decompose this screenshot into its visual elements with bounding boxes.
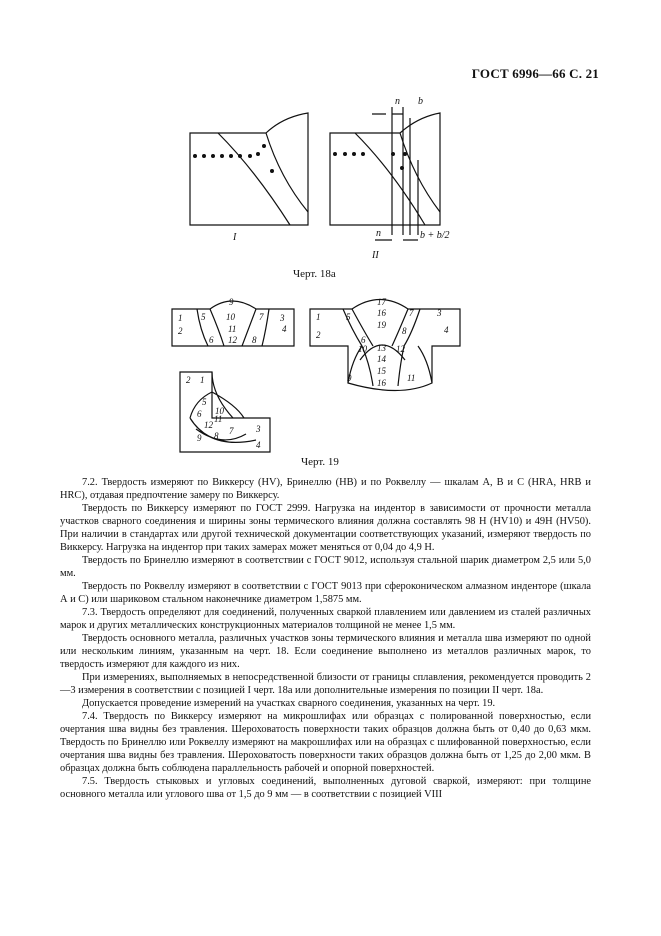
weld-label: 6 <box>361 335 366 345</box>
part-label-i: I <box>233 232 237 243</box>
weld-label: 9 <box>347 373 352 383</box>
weld-label: 10 <box>215 406 224 416</box>
weld-label: 12 <box>228 335 237 345</box>
paragraph: 7.3. Твердость определяют для соединений, полученных сваркой плавлением или давлением из сталей различных марок и других металлических конструкционных материалов толщиной не менее 1,5 мм. <box>60 607 591 631</box>
paragraph: Допускается проведение измерений на участках сварного соединения, указанных на черт. 19. <box>82 698 496 709</box>
fig19-labels <box>178 297 449 450</box>
fig18a-part-ii-outline <box>330 113 440 225</box>
fig18a-dimension-lines <box>372 107 418 240</box>
weld-label: 3 <box>256 424 261 434</box>
weld-label: 5 <box>202 397 207 407</box>
weld-label: 9 <box>229 297 234 307</box>
fig19-butt-double-weld-lines <box>343 309 432 386</box>
weld-label: 17 <box>377 297 386 307</box>
weld-label: 8 <box>214 431 219 441</box>
weld-label: 7 <box>259 312 264 322</box>
weld-label: 3 <box>437 308 442 318</box>
weld-label: 12 <box>396 344 405 354</box>
paragraph: 7.2. Твердость измеряют по Виккерсу (HV), Бринеллю (HB) и по Роквеллу — шкалам A, B и C (HRA, HRB и HRC), отдавая предпочтение замеру по Виккерсу. <box>60 477 591 501</box>
body-text <box>60 476 591 801</box>
weld-label: 2 <box>178 326 183 336</box>
weld-label: 7 <box>229 426 234 436</box>
dimension-label-b-bottom: b + b/2 <box>420 230 450 241</box>
weld-label: 10 <box>358 344 367 354</box>
figure-19-caption: Черт. 19 <box>301 456 339 468</box>
paragraph: 7.5. Твердость стыковых и угловых соединений, выполненных дуговой сваркой, измеряют: при толщине основного металла или углового шва от 1,5 до 9 мм — в соответствии с позицией VIII <box>60 776 591 800</box>
weld-label: 4 <box>444 325 449 335</box>
weld-label: 4 <box>256 440 261 450</box>
weld-label: 10 <box>226 312 235 322</box>
weld-label: 11 <box>214 414 223 424</box>
weld-label: 9 <box>197 433 202 443</box>
weld-label: 7 <box>409 308 414 318</box>
weld-label: 14 <box>377 354 386 364</box>
weld-label: 15 <box>377 366 386 376</box>
part-label-ii: II <box>372 250 379 261</box>
paragraph: Твердость по Виккерсу измеряют по ГОСТ 2999. Нагрузка на индентор в зависимости от прочности металла участков сварного соединения и ширины зоны термического влияния должна составлять 98 Н (HV10) и 49Н (HV50). При наличии в стандартах или другой технической документации соответствующих указаний, измеряют твердость по Виккерсу. Нагрузка на индентор при таких замерах может меняться от 0,04 до 4,9 Н. <box>60 503 591 553</box>
dimension-label-n-bottom: n <box>376 228 381 239</box>
paragraph: Твердость по Бринеллю измеряют в соответствии с ГОСТ 9012, используя стальной шарик диаметром 2,5 или 5,0 мм. <box>60 555 591 579</box>
weld-label: 5 <box>346 312 351 322</box>
weld-label: 6 <box>197 409 202 419</box>
weld-label: 16 <box>377 308 386 318</box>
weld-label: 1 <box>178 313 183 323</box>
weld-label: 16 <box>377 378 386 388</box>
dimension-label-n-top: n <box>395 96 400 107</box>
paragraph: Твердость по Роквеллу измеряют в соответствии с ГОСТ 9013 при сфероконическом алмазном инденторе (шкала А и С) или шариковом стальном наконечнике диаметром 1,5875 мм. <box>60 581 591 605</box>
dimension-label-b-top: b <box>418 96 423 107</box>
weld-label: 2 <box>186 375 191 385</box>
weld-label: 19 <box>377 320 386 330</box>
weld-label: 6 <box>209 335 214 345</box>
paragraph: При измерениях, выполняемых в непосредственной близости от границы сплавления, рекомендуется проводить 2—3 измерения в соответствии с позицией I черт. 18а или дополнительные измерения по позиции II черт. 18а. <box>60 672 591 696</box>
fig18a-part-i-outline <box>190 113 308 225</box>
weld-label: 5 <box>201 312 206 322</box>
weld-label: 4 <box>282 324 287 334</box>
fig18a-part-ii-fusion-line <box>355 133 425 225</box>
paragraph: 7.4. Твердость по Виккерсу измеряют на микрошлифах или образцах с полированной поверхностью, если очертания шва видны без травления. Шероховатость поверхности таких образцов должна быть от 0,40 до 0,63 мкм. Твердость по Бринеллю или Роквеллу измеряют на макрошлифах или на образцах с шлифованной поверхностью, если очертания шва видны без травления. Шероховатость поверхности таких образцов должна быть от 1,25 до 2,00 мкм. В образцах должна быть соблюдена параллельность рабочей и опорной поверхностей. <box>60 711 591 774</box>
weld-label: 2 <box>316 330 321 340</box>
weld-label: 11 <box>228 324 237 334</box>
fig18a-part-ii-haz-line <box>400 133 440 212</box>
weld-label: 8 <box>252 335 257 345</box>
weld-label: 8 <box>402 326 407 336</box>
weld-label: 11 <box>407 373 416 383</box>
paragraph: Твердость основного металла, различных участков зоны термического влияния и металла шва измеряют по одной или нескольким линиям, указанным на черт. 18. Если соединение выполнено из металлов различных марок, то твердость измеряют для каждого из них. <box>60 633 591 670</box>
fig18a-part-i-fusion-line <box>218 133 290 225</box>
weld-label: 12 <box>204 420 213 430</box>
page-header: ГОСТ 6996—66 С. 21 <box>471 66 599 81</box>
weld-label: 1 <box>200 375 205 385</box>
weld-label: 13 <box>377 343 386 353</box>
weld-label: 1 <box>316 312 321 322</box>
weld-label: 3 <box>280 313 285 323</box>
figure-18a-caption: Черт. 18а <box>293 268 336 280</box>
